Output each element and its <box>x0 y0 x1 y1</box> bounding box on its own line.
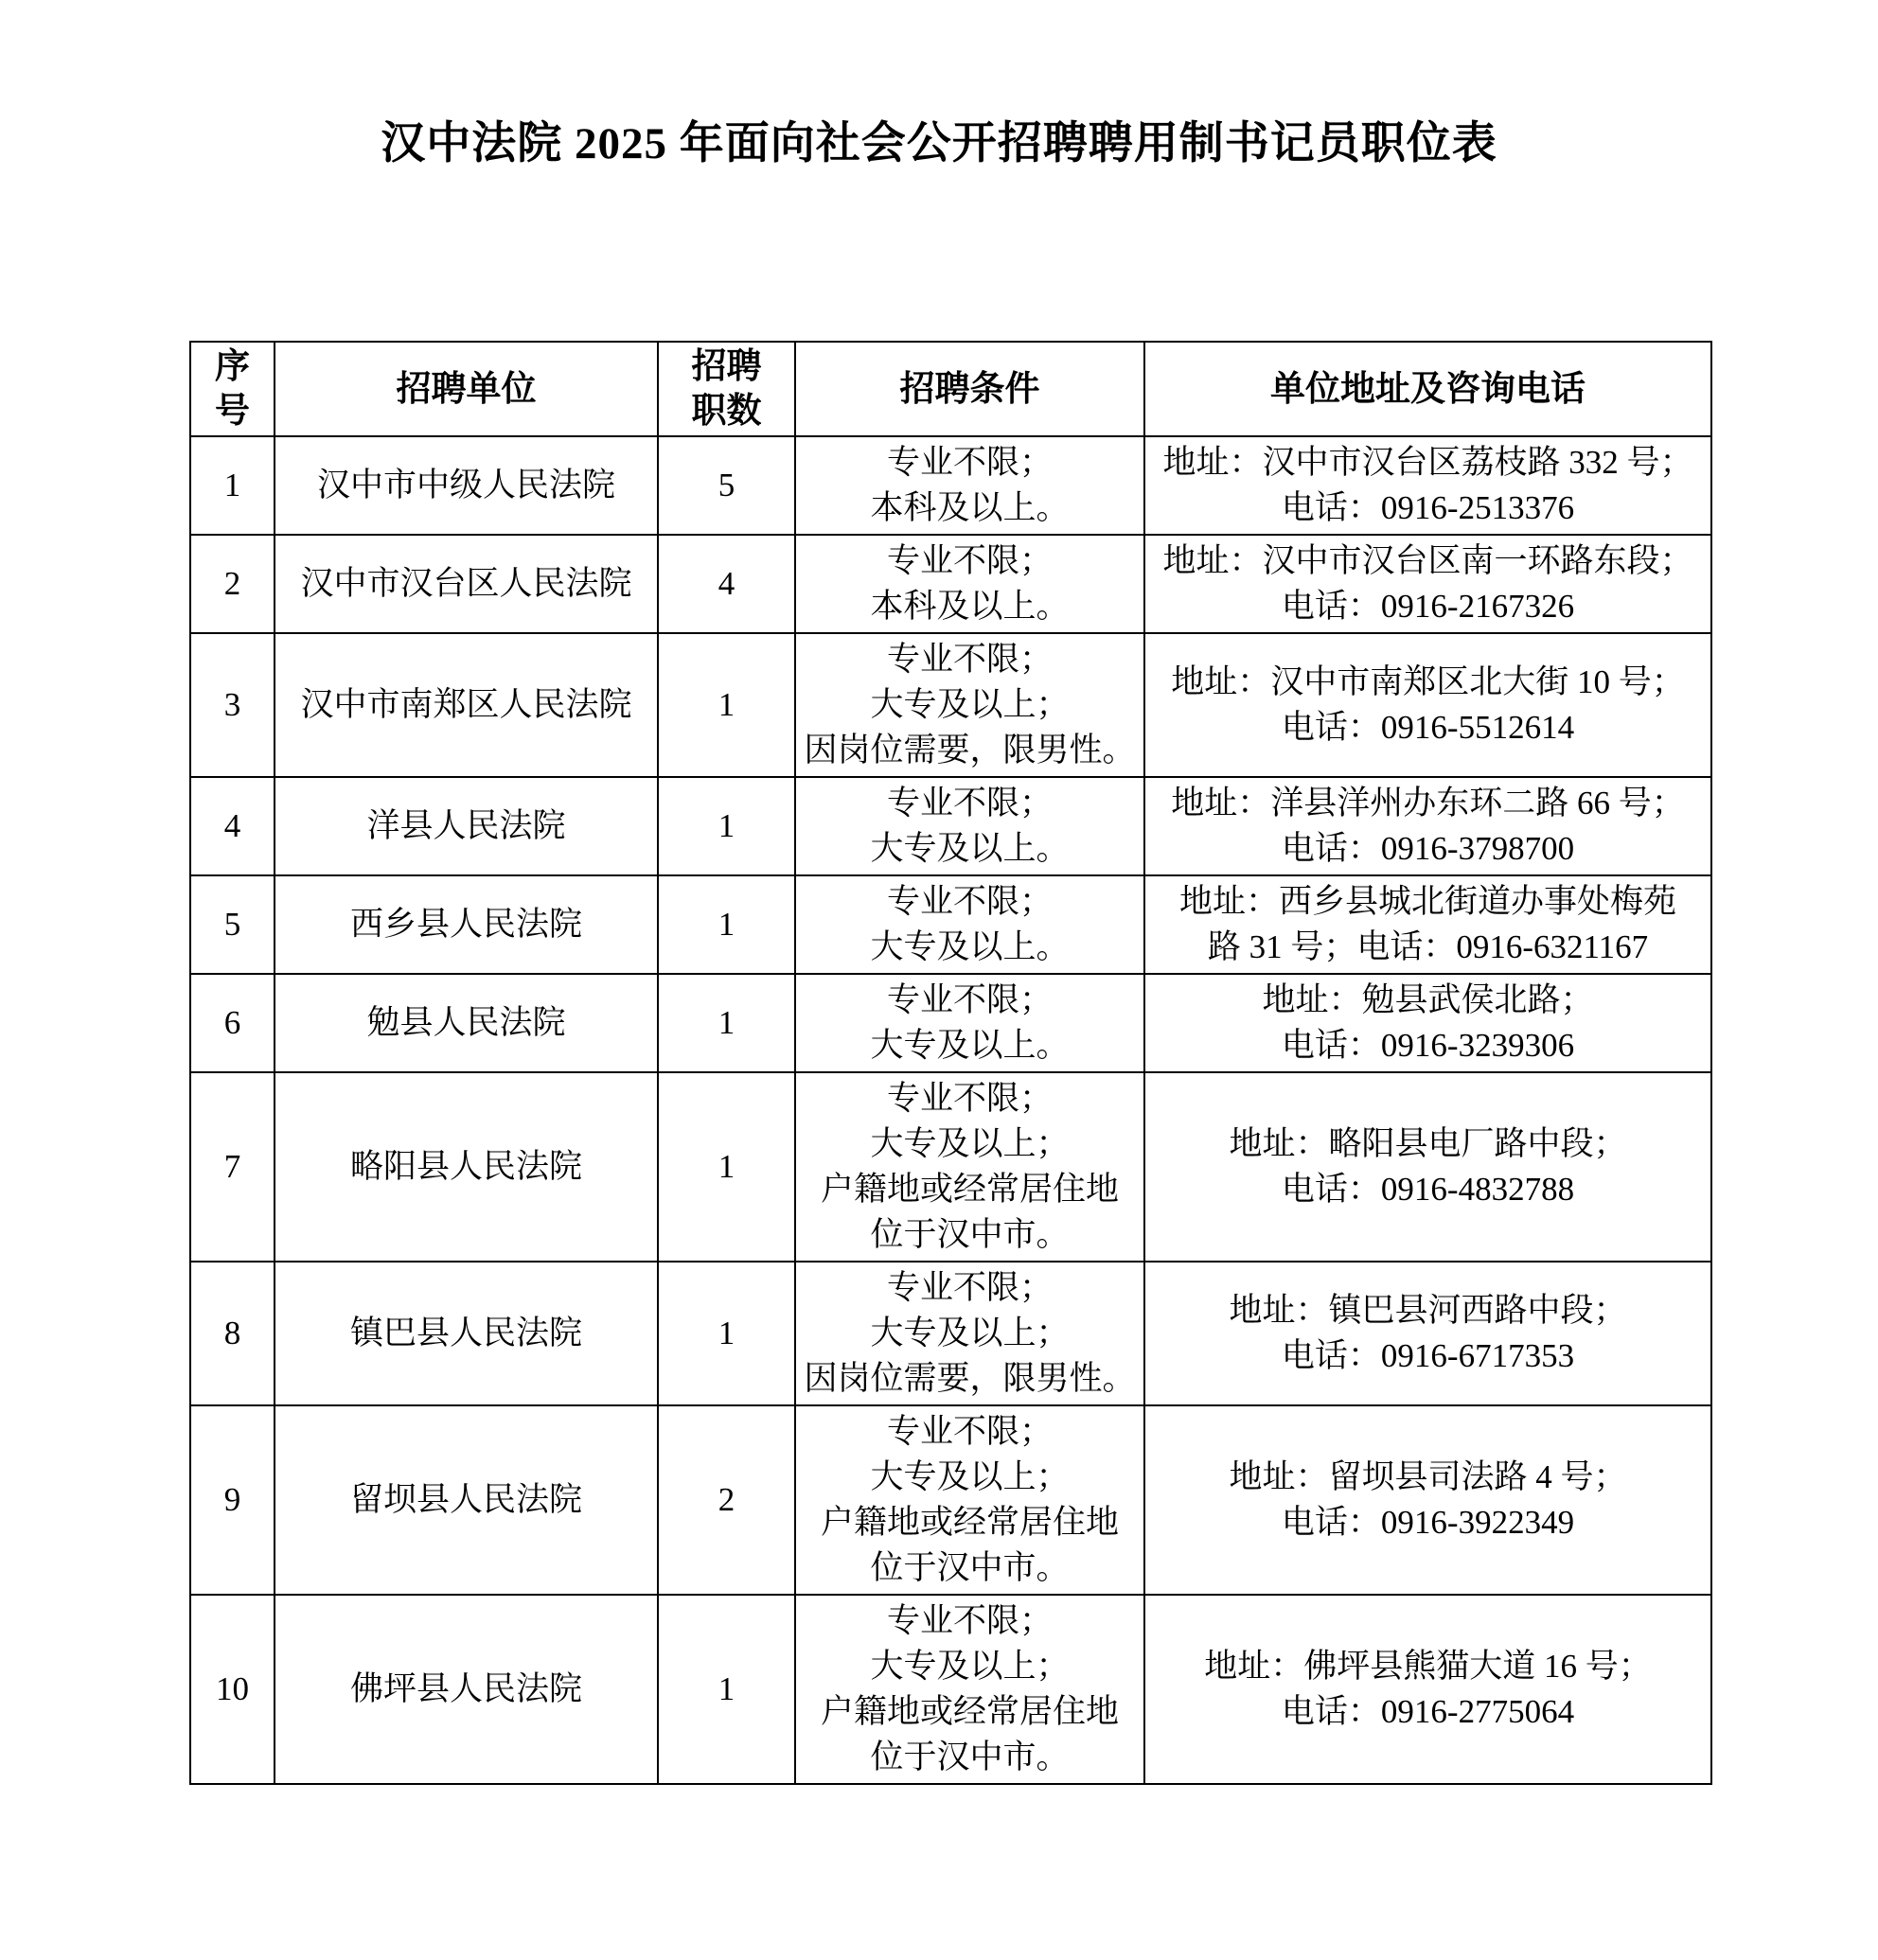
cell-position-count: 2 <box>658 1405 795 1595</box>
condition-line: 专业不限； <box>886 1602 1053 1639</box>
condition-line: 大专及以上； <box>870 1458 1070 1495</box>
contact-line: 地址：汉中市南郑区北大街 10 号； <box>1171 663 1685 700</box>
cell-recruiting-unit: 佛坪县人民法院 <box>275 1595 658 1784</box>
cell-address-and-phone <box>1144 1072 1711 1262</box>
cell-recruiting-conditions <box>795 1595 1144 1784</box>
cell-position-count: 1 <box>658 875 795 974</box>
cell-row-number: 8 <box>190 1262 275 1405</box>
column-header-count <box>658 342 795 436</box>
column-header-line: 序 <box>215 347 250 386</box>
condition-line: 本科及以上。 <box>870 489 1070 526</box>
cell-position-count: 5 <box>658 436 795 535</box>
condition-line: 大专及以上。 <box>870 830 1070 867</box>
column-header-line: 招聘单位 <box>396 369 537 409</box>
contact-line: 路 31 号；电话：0916-6321167 <box>1207 928 1649 965</box>
contact-line: 电话：0916-2513376 <box>1281 489 1575 526</box>
condition-line: 专业不限； <box>886 641 1053 678</box>
cell-recruiting-conditions <box>795 974 1144 1072</box>
cell-row-number: 2 <box>190 535 275 633</box>
column-header-unit <box>275 342 658 436</box>
cell-recruiting-unit: 镇巴县人民法院 <box>275 1262 658 1405</box>
contact-line: 地址：镇巴县河西路中段； <box>1229 1292 1627 1329</box>
table-header <box>190 342 1711 436</box>
cell-position-count: 1 <box>658 1262 795 1405</box>
cell-row-number: 3 <box>190 633 275 777</box>
condition-line: 大专及以上。 <box>870 1027 1070 1064</box>
cell-recruiting-conditions <box>795 875 1144 974</box>
cell-row-number: 6 <box>190 974 275 1072</box>
cell-recruiting-unit: 留坝县人民法院 <box>275 1405 658 1595</box>
contact-line: 电话：0916-3239306 <box>1281 1027 1575 1064</box>
condition-line: 大专及以上； <box>870 1125 1070 1162</box>
cell-row-number: 10 <box>190 1595 275 1784</box>
contact-line: 地址：洋县洋州办东环二路 66 号； <box>1171 785 1685 821</box>
condition-line: 专业不限； <box>886 444 1053 481</box>
cell-recruiting-conditions <box>795 633 1144 777</box>
cell-position-count: 1 <box>658 974 795 1072</box>
cell-position-count: 1 <box>658 777 795 875</box>
cell-recruiting-conditions <box>795 1405 1144 1595</box>
condition-line: 专业不限； <box>886 785 1053 821</box>
condition-line: 位于汉中市。 <box>870 1549 1070 1586</box>
cell-address-and-phone <box>1144 777 1711 875</box>
contact-line: 电话：0916-6717353 <box>1281 1337 1575 1374</box>
condition-line: 专业不限； <box>886 1269 1053 1306</box>
table-row <box>190 1405 1711 1595</box>
condition-line: 户籍地或经常居住地 <box>820 1693 1119 1730</box>
contact-line: 电话：0916-4832788 <box>1281 1171 1575 1208</box>
cell-row-number: 7 <box>190 1072 275 1262</box>
table-row <box>190 633 1711 777</box>
header-row <box>190 342 1711 436</box>
cell-recruiting-conditions <box>795 1072 1144 1262</box>
cell-recruiting-unit: 西乡县人民法院 <box>275 875 658 974</box>
table-body <box>190 436 1711 1784</box>
column-header-line: 职数 <box>691 392 762 431</box>
cell-recruiting-unit: 汉中市南郑区人民法院 <box>275 633 658 777</box>
cell-recruiting-conditions <box>795 535 1144 633</box>
cell-row-number: 4 <box>190 777 275 875</box>
cell-address-and-phone <box>1144 633 1711 777</box>
cell-recruiting-unit: 勉县人民法院 <box>275 974 658 1072</box>
contact-line: 地址：留坝县司法路 4 号； <box>1229 1458 1627 1495</box>
contact-line: 地址：佛坪县熊猫大道 16 号； <box>1204 1648 1652 1685</box>
cell-position-count: 4 <box>658 535 795 633</box>
condition-line: 专业不限； <box>886 1080 1053 1117</box>
column-header-line: 单位地址及咨询电话 <box>1270 369 1586 409</box>
condition-line: 本科及以上。 <box>870 588 1070 625</box>
table-row <box>190 1595 1711 1784</box>
cell-position-count: 1 <box>658 1595 795 1784</box>
condition-line: 户籍地或经常居住地 <box>820 1504 1119 1541</box>
column-header-no <box>190 342 275 436</box>
column-header-line: 招聘 <box>691 347 762 386</box>
table-row <box>190 777 1711 875</box>
table-row <box>190 535 1711 633</box>
table-row <box>190 1262 1711 1405</box>
cell-position-count: 1 <box>658 1072 795 1262</box>
positions-table <box>189 341 1712 1785</box>
contact-line: 电话：0916-3922349 <box>1281 1504 1575 1541</box>
condition-line: 位于汉中市。 <box>870 1216 1070 1253</box>
column-header-line: 招聘条件 <box>899 369 1040 409</box>
condition-line: 专业不限； <box>886 883 1053 920</box>
contact-line: 地址：勉县武侯北路； <box>1262 981 1594 1018</box>
cell-recruiting-unit: 汉中市汉台区人民法院 <box>275 535 658 633</box>
condition-line: 大专及以上； <box>870 1648 1070 1685</box>
cell-address-and-phone <box>1144 535 1711 633</box>
condition-line: 专业不限； <box>886 542 1053 579</box>
cell-position-count: 1 <box>658 633 795 777</box>
document-title: 汉中法院 2025 年面向社会公开招聘聘用制书记员职位表 <box>381 119 1497 168</box>
condition-line: 大专及以上； <box>870 1315 1070 1351</box>
contact-line: 电话：0916-2167326 <box>1281 588 1575 625</box>
cell-address-and-phone <box>1144 436 1711 535</box>
contact-line: 电话：0916-5512614 <box>1281 709 1575 746</box>
condition-line: 专业不限； <box>886 981 1053 1018</box>
column-header-conditions <box>795 342 1144 436</box>
cell-address-and-phone <box>1144 1405 1711 1595</box>
cell-recruiting-conditions <box>795 1262 1144 1405</box>
condition-line: 位于汉中市。 <box>870 1739 1070 1775</box>
cell-address-and-phone <box>1144 875 1711 974</box>
condition-line: 户籍地或经常居住地 <box>820 1171 1119 1208</box>
condition-line: 大专及以上。 <box>870 928 1070 965</box>
table-row <box>190 436 1711 535</box>
table-row <box>190 875 1711 974</box>
condition-line: 因岗位需要，限男性。 <box>804 732 1136 768</box>
cell-recruiting-unit: 略阳县人民法院 <box>275 1072 658 1262</box>
column-header-line: 号 <box>215 392 250 431</box>
cell-row-number: 1 <box>190 436 275 535</box>
cell-address-and-phone <box>1144 974 1711 1072</box>
cell-row-number: 9 <box>190 1405 275 1595</box>
contact-line: 地址：汉中市汉台区南一环路东段； <box>1162 542 1693 579</box>
column-header-contact <box>1144 342 1711 436</box>
table-row <box>190 1072 1711 1262</box>
condition-line: 专业不限； <box>886 1413 1053 1450</box>
table-row <box>190 974 1711 1072</box>
cell-recruiting-unit: 汉中市中级人民法院 <box>275 436 658 535</box>
cell-recruiting-unit: 洋县人民法院 <box>275 777 658 875</box>
contact-line: 地址：略阳县电厂路中段； <box>1229 1125 1627 1162</box>
condition-line: 大专及以上； <box>870 686 1070 723</box>
cell-recruiting-conditions <box>795 436 1144 535</box>
contact-line: 电话：0916-3798700 <box>1281 830 1575 867</box>
cell-address-and-phone <box>1144 1262 1711 1405</box>
contact-line: 地址：西乡县城北街道办事处梅苑 <box>1178 883 1676 920</box>
contact-line: 电话：0916-2775064 <box>1281 1693 1575 1730</box>
cell-address-and-phone <box>1144 1595 1711 1784</box>
contact-line: 地址：汉中市汉台区荔枝路 332 号； <box>1162 444 1693 481</box>
cell-recruiting-conditions <box>795 777 1144 875</box>
cell-row-number: 5 <box>190 875 275 974</box>
condition-line: 因岗位需要，限男性。 <box>804 1360 1136 1397</box>
